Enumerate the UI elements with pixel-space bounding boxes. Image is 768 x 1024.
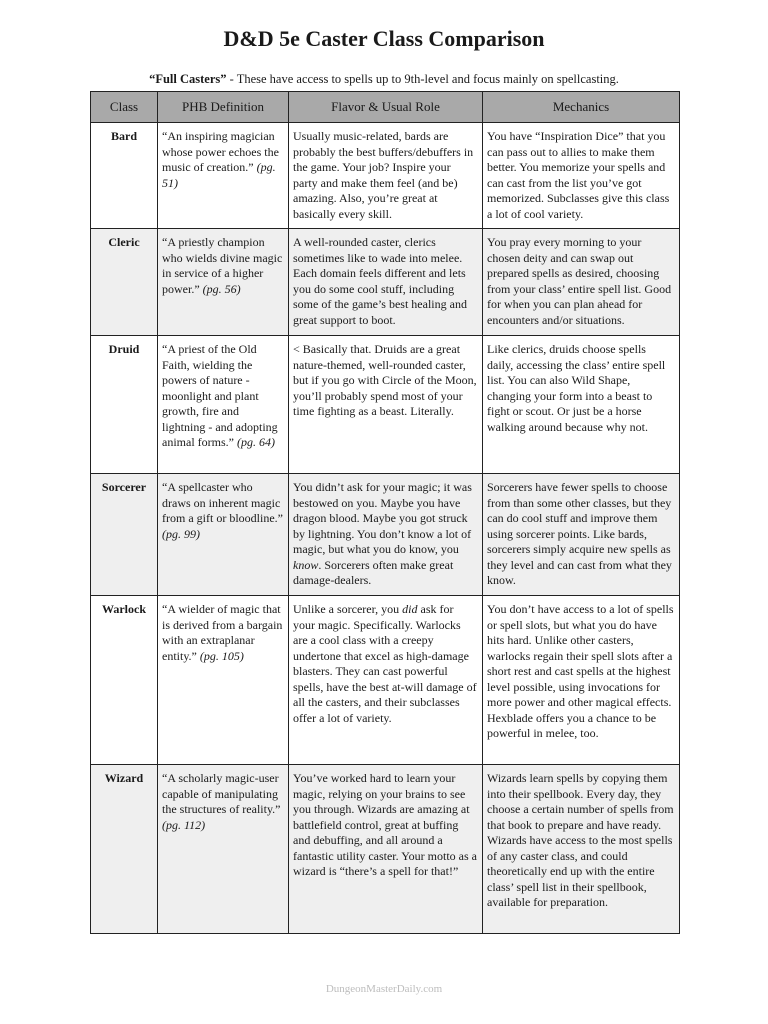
definition-quote: “A scholarly magic-user capable of manipulating the structures of reality.”	[162, 771, 281, 816]
flavor-role	[289, 474, 483, 596]
flavor-role: < Basically that. Druids are a great nature-themed, well-rounded caster, but if you go with Circle of the Moon, you’ll probably spend most of your time fighting as a beast. Literally.	[289, 336, 483, 474]
mechanics: You don’t have access to a lot of spells or spell slots, but what you do have hits hard. Unlike other casters, warlocks regain their spell slots after a short rest and cast spells at the highest level possible, using invocations for more power and other magical effects. Hexblade offers you a chance to be powerful in melee, too.	[483, 596, 680, 765]
table-row-cleric	[91, 229, 680, 336]
mechanics: You pray every morning to your chosen deity and can swap out prepared spells as desired, choosing from your class’ entire spell list. Good for when you can plan ahead for encounters and/or situations.	[483, 229, 680, 336]
table-row-bard	[91, 123, 680, 229]
intro-label: “Full Casters”	[149, 72, 227, 86]
table-row-wizard	[91, 765, 680, 934]
page-reference: (pg. 112)	[162, 817, 206, 832]
flavor-role	[289, 596, 483, 765]
header-phb-definition: PHB Definition	[158, 92, 289, 123]
flavor-emphasis: did	[402, 602, 418, 616]
definition-quote: “A priest of the Old Faith, wielding the powers of nature - moonlight and plant growth, fire and lightning - and adopting animal forms.”	[162, 342, 278, 449]
header-mechanics: Mechanics	[483, 92, 680, 123]
phb-definition	[158, 336, 289, 474]
page-reference: (pg. 51)	[162, 160, 276, 190]
mechanics: Like clerics, druids choose spells daily, accessing the class’ entire spell list. You can also Wild Shape, changing your form into a beast to fight or scout. Or just be a horse walking around because why not.	[483, 336, 680, 474]
mechanics: Sorcerers have fewer spells to choose from than some other classes, but they can do cool stuff and improve them using sorcerer points. Like bards, sorcerers simply acquire new spells as they level and can cast from what they know.	[483, 474, 680, 596]
table-header-row	[91, 92, 680, 123]
class-name: Druid	[91, 336, 158, 474]
intro-text: - These have access to spells up to 9th-level and focus mainly on spellcasting.	[226, 72, 619, 86]
definition-quote: “A priestly champion who wields divine magic in service of a higher power.”	[162, 235, 283, 296]
flavor-text: Unlike a sorcerer, you	[293, 602, 403, 616]
table-row-druid	[91, 336, 680, 474]
page-reference: (pg. 105)	[199, 648, 244, 663]
flavor-role: A well-rounded caster, clerics sometimes like to wade into melee. Each domain feels different and lets you do some cool stuff, including some of the game’s best healing and great support to boot.	[289, 229, 483, 336]
flavor-emphasis: know	[293, 557, 319, 572]
caster-comparison-table	[90, 91, 680, 934]
page-reference: (pg. 99)	[162, 526, 200, 541]
footer-watermark: DungeonMasterDaily.com	[325, 983, 443, 995]
class-name: Sorcerer	[91, 474, 158, 596]
class-name: Cleric	[91, 229, 158, 336]
class-name: Bard	[91, 123, 158, 229]
flavor-text-end: ask for your magic. Specifically. Warlocks are a cool class with a creepy undertone that excel as high-damage blasters. They can cast powerful spells, have the best at-will damage of all the casters, and their subclasses offer a lot of variety.	[293, 602, 477, 725]
flavor-text-end: . Sorcerers often make great damage-dealers.	[293, 557, 454, 587]
page-reference: (pg. 56)	[202, 281, 241, 296]
definition-quote: “An inspiring magician whose power echoes the music of creation.”	[162, 129, 279, 174]
definition-quote: “A wielder of magic that is derived from a bargain with an extraplanar entity.”	[162, 602, 283, 663]
phb-definition	[158, 765, 289, 934]
phb-definition	[158, 596, 289, 765]
phb-definition	[158, 229, 289, 336]
phb-definition	[158, 123, 289, 229]
header-class: Class	[91, 92, 158, 123]
table-row-warlock	[91, 596, 680, 765]
flavor-text: You didn’t ask for your magic; it was bestowed on you. Maybe you have dragon blood. Maybe you got struck by lightning. You don’t know a lot of magic, but what you do know, you	[293, 480, 472, 556]
flavor-role: Usually music-related, bards are probably the best buffers/debuffers in the game. Your job? Inspire your party and make them feel (and be) amazing. Also, you’re great at basically every skill.	[289, 123, 483, 229]
phb-definition	[158, 474, 289, 596]
header-flavor-role: Flavor & Usual Role	[289, 92, 483, 123]
intro-line	[0, 71, 768, 87]
class-name: Warlock	[91, 596, 158, 765]
table-row-sorcerer	[91, 474, 680, 596]
mechanics: Wizards learn spells by copying them into their spellbook. Every day, they choose a certain number of spells from that book to prepare and have ready. Wizards have access to the most spells of any caster class, and could theoretically end up with the entire class’ spell list in their spellbook, available for preparation.	[483, 765, 680, 934]
definition-quote: “A spellcaster who draws on inherent magic from a gift or bloodline.”	[162, 480, 283, 525]
page-reference: (pg. 64)	[236, 435, 275, 449]
flavor-role: You’ve worked hard to learn your magic, relying on your brains to see you through. Wizards are amazing at battlefield control, great at buffing and debuffing, and all around a fantastic utility caster. Your motto as a wizard is “there’s a spell for that!”	[289, 765, 483, 934]
mechanics: You have “Inspiration Dice” that you can pass out to allies to make them better. You memorize your spells and can cast from the list you’ve got memorized. Subclasses give this class a lot of cool variety.	[483, 123, 680, 229]
page-title: D&D 5e Caster Class Comparison	[223, 26, 545, 51]
class-name: Wizard	[91, 765, 158, 934]
